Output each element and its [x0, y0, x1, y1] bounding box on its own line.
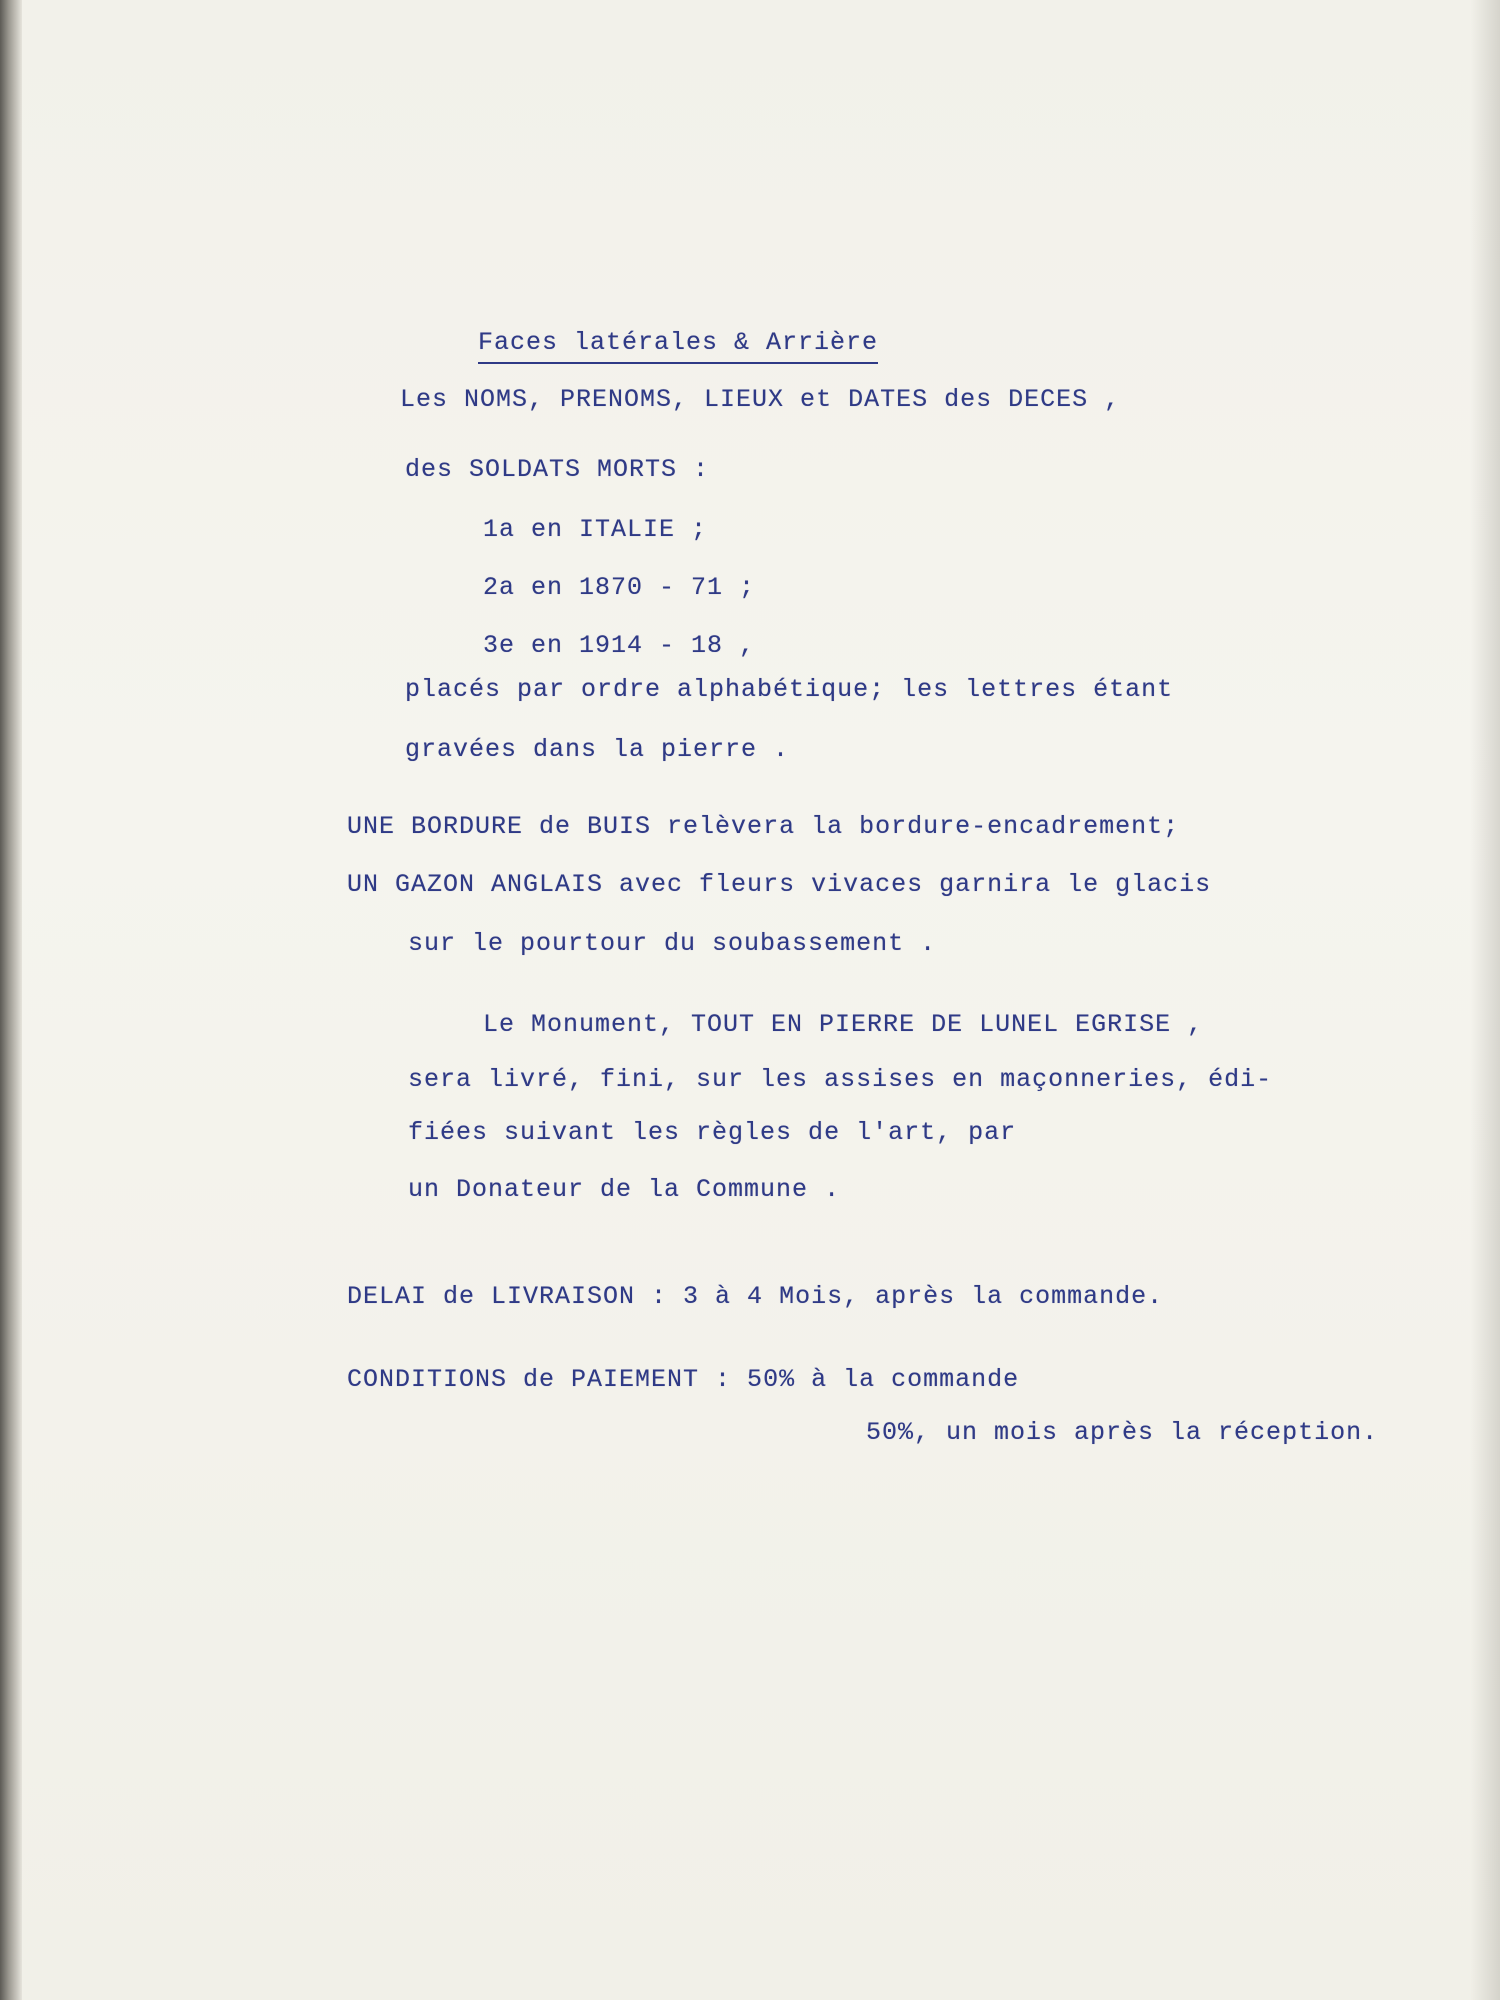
text-line: placés par ordre alphabétique; les lettres étant [405, 675, 1174, 704]
text-line: gravées dans la pierre . [405, 735, 790, 764]
list-item-1870: 2a en 1870 - 71 ; [483, 573, 756, 602]
text-line: des SOLDATS MORTS : [405, 455, 710, 484]
payment-conditions: CONDITIONS de PAIEMENT : 50% à la commande [347, 1365, 1020, 1394]
text-line: Les NOMS, PRENOMS, LIEUX et DATES des DECES , [400, 385, 1121, 414]
text-line: sur le pourtour du soubassement . [408, 929, 937, 958]
text-line: UN GAZON ANGLAIS avec fleurs vivaces garnira le glacis [347, 870, 1212, 899]
text-line: UNE BORDURE de BUIS relèvera la bordure-encadrement; [347, 812, 1180, 841]
text-line: fiées suivant les règles de l'art, par [408, 1118, 1017, 1147]
page-left-edge [0, 0, 22, 2000]
list-item-italie: 1a en ITALIE ; [483, 515, 708, 544]
text-line: un Donateur de la Commune . [408, 1175, 841, 1204]
payment-conditions-second: 50%, un mois après la réception. [866, 1418, 1379, 1447]
text-line: sera livré, fini, sur les assises en maçonneries, édi- [408, 1065, 1273, 1094]
list-item-1914: 3e en 1914 - 18 , [483, 631, 756, 660]
delivery-delay: DELAI de LIVRAISON : 3 à 4 Mois, après la commande. [347, 1282, 1164, 1311]
section-title: Faces latérales & Arrière [478, 328, 878, 364]
page-right-edge [1470, 0, 1500, 2000]
text-line: Le Monument, TOUT EN PIERRE DE LUNEL EGRISE , [483, 1010, 1204, 1039]
